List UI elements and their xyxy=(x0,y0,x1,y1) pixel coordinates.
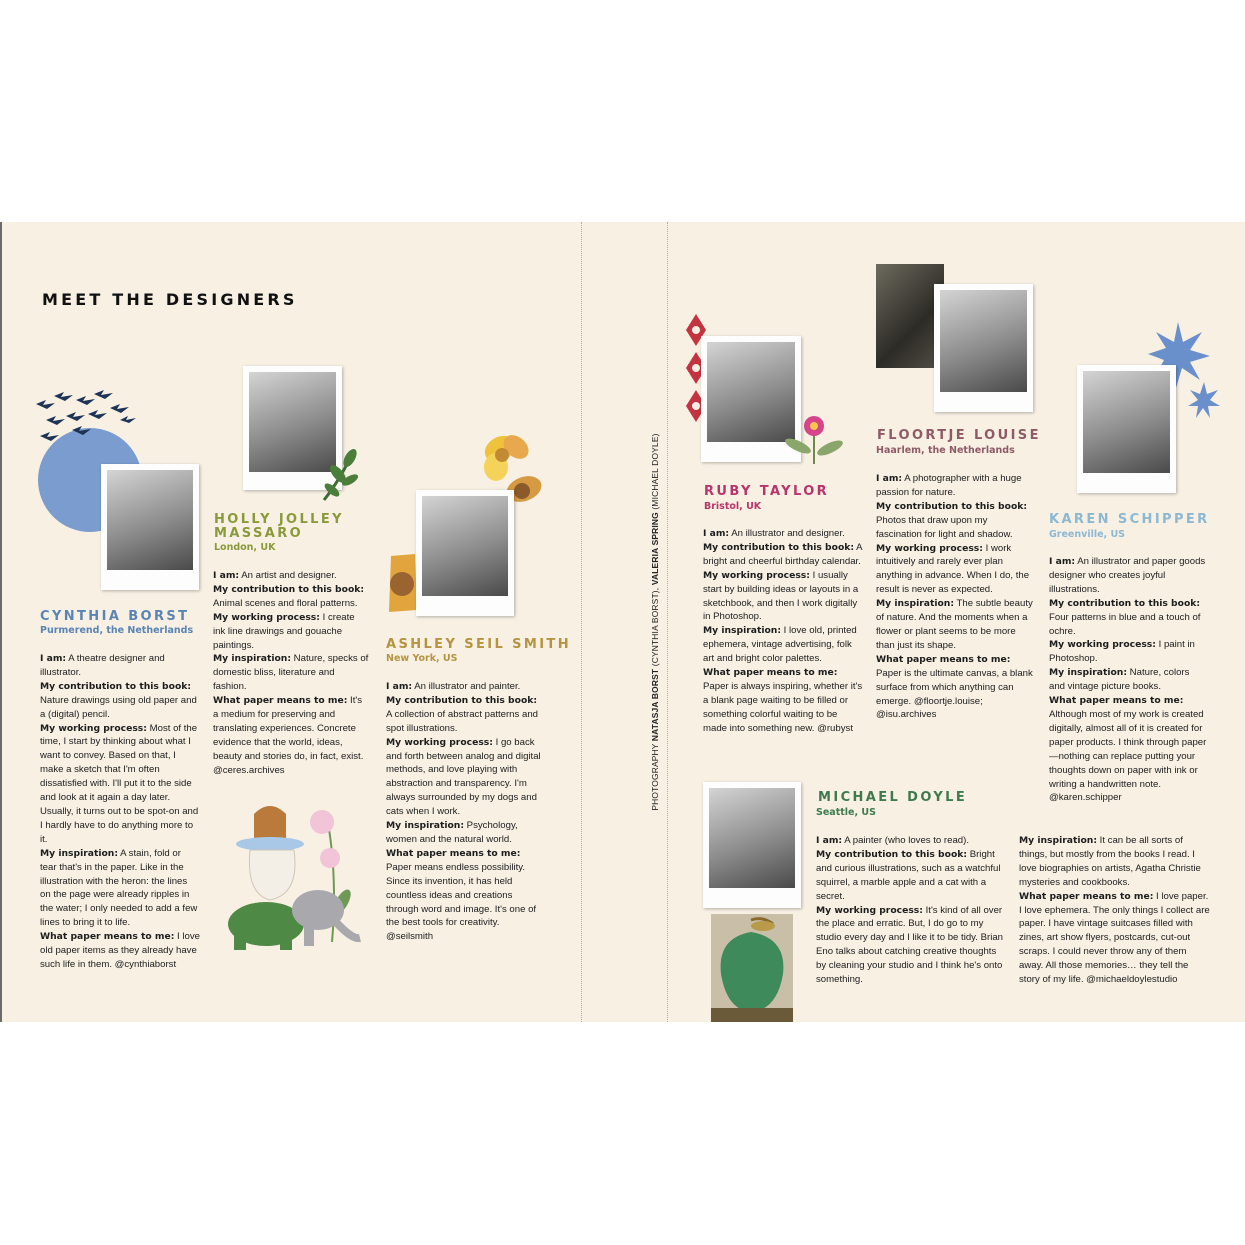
ashley-name: ASHLEY SEIL SMITH xyxy=(386,637,571,652)
portrait-photo xyxy=(107,470,193,570)
holly-name-line2: MASSARO xyxy=(214,526,304,541)
holly-location: London, UK xyxy=(214,542,276,553)
page-title: MEET THE DESIGNERS xyxy=(42,290,298,309)
floortje-bio: I am: A photographer with a huge passion for nature. My contribution to this book: Photos that draw upon my fascination for light and shadow. My working process: I work intuitively and rarely ever plan anything in advance. When I do, the result is never as expected. My inspiration: The subtle beauty of nature. And the moments when a flower or plant seems to be more than just its shape. What paper means to me: Paper is the ultimate canvas, a blank surface from which anything can emerge. @floortje.louise; @isu.archives xyxy=(876,473,1033,721)
ashley-photo xyxy=(416,490,514,616)
floortje-name: FLOORTJE LOUISE xyxy=(877,428,1041,443)
cynthia-location: Purmerend, the Netherlands xyxy=(40,625,194,636)
portrait-photo xyxy=(422,496,508,596)
karen-name: KAREN SCHIPPER xyxy=(1049,512,1210,527)
cynthia-name: CYNTHIA BORST xyxy=(40,609,190,624)
karen-bio: I am: An illustrator and paper goods designer who creates joyful illustrations. My contribution to this book: Four patterns in blue and a touch of ochre. My working process: I paint in Photoshop. My inspiration: Nature, colors and vintage picture books. What paper means to me: Although most of my work is created digitally, almost all of it is created for paper products. I think through paper—nothing can replace putting your thoughts down on paper with ink or writing a handwritten note. @karen.schipper xyxy=(1049,556,1207,804)
karen-photo xyxy=(1077,365,1176,493)
green-apple-painting xyxy=(711,914,793,1022)
portrait-photo xyxy=(1083,371,1170,473)
portrait-photo xyxy=(707,342,795,442)
floortje-photo xyxy=(934,284,1033,412)
ruby-name: RUBY TAYLOR xyxy=(704,484,830,499)
michael-location: Seattle, US xyxy=(816,807,876,818)
elephant-teapot-illustration xyxy=(222,792,367,952)
magazine-spread xyxy=(0,222,1245,1022)
cynthia-bio: I am: A theatre designer and illustrator. My contribution to this book: Nature drawings using old paper and a (digital) pencil. My working process: Most of the time, I start by thinking about what I want to convey. Based on that, I make a sketch that I'm often dissatisfied with. I'll put it to the side and look at it again a day later. Usually, it turns out to be spot-on and I hardly have to do anything more to it. My inspiration: A stain, fold or tear that's in the paper. Like in the illustration with the heron: the lines on the page were already ripples in the water; I only needed to add a few lines to bring it to life. What paper means to me: I love old paper items as they already have such life in them. @cynthiaborst xyxy=(40,653,200,970)
ruby-location: Bristol, UK xyxy=(704,501,762,512)
portrait-photo xyxy=(709,788,795,888)
ashley-bio: I am: An illustrator and painter. My contribution to this book: A collection of abstract patterns and spot illustrations. My working process: I go back and forth between analog and digital methods, and love playing with abstraction and transparency. I'm always surrounded by my dogs and cats when I work. My inspiration: Psychology, women and the natural world. What paper means to me: Paper means endless possibility. Since its invention, it has held countless ideas and creations through word and image. It's one of the best tools for creativity. @seilsmith xyxy=(386,681,541,943)
michael-photo xyxy=(703,782,801,908)
pink-flower-icon xyxy=(784,414,846,466)
gutter-left xyxy=(581,222,582,1022)
page-edge xyxy=(0,222,2,1022)
holly-name-line1: HOLLY JOLLEY xyxy=(214,512,344,527)
karen-location: Greenville, US xyxy=(1049,529,1126,540)
ruby-bio: I am: An illustrator and designer. My contribution to this book: A bright and cheerful birthday calendar. My working process: I usually start by building ideas or layouts in a sketchbook, and then I work digitally in Photoshop. My inspiration: I love old, printed ephemera, vintage advertising, folk art and bright color palettes. What paper means to me: Paper is always inspiring, whether it's a blank page waiting to be filled or something colorful waiting to be made into something new. @rubyst xyxy=(703,528,863,734)
holly-bio: I am: An artist and designer. My contribution to this book: Animal scenes and floral patterns. My working process: I create ink line drawings and gouache paintings. My inspiration: Nature, specks of domestic bliss, literature and fashion. What paper means to me: It's a medium for preserving and translating experiences. Concrete evidence that the world, ideas, beauty and stories do, in fact, exist. @ceres.archives xyxy=(213,570,369,776)
michael-name: MICHAEL DOYLE xyxy=(818,790,968,805)
michael-bio-right: My inspiration: It can be all sorts of things, but mostly from the books I read. I love biographies on artists, Agatha Christie mysteries and cookbooks. What paper means to me: I love paper. I love ephemera. The only things I collect are paper. I have vintage suitcases filled with zines, art show flyers, postcards, cut-out scraps. I could never throw any of them away. All those memories… they tell the story of my life. @michaeldoylestudio xyxy=(1019,835,1210,986)
gutter-right xyxy=(667,222,668,1022)
portrait-photo xyxy=(940,290,1027,392)
cynthia-photo xyxy=(101,464,199,590)
michael-bio-left: I am: A painter (who loves to read). My contribution to this book: Bright and curious illustrations, such as a watchful squirrel, a marble apple and a cat with a secret. My working process: It's kind of all over the place and erratic. But, I do go to my studio every day and I like it to be tidy. Brian Eno talks about catching creative thoughts by cleaning your studio and I think he's onto something. xyxy=(816,835,1003,986)
leaf-sprig-icon xyxy=(320,444,365,504)
floortje-location: Haarlem, the Netherlands xyxy=(876,445,1015,456)
ashley-location: New York, US xyxy=(386,653,458,664)
photography-credit: PHOTOGRAPHY NATASJA BORST (CYNTHIA BORST), VALERIA SPRING (MICHAEL DOYLE) xyxy=(650,433,660,811)
